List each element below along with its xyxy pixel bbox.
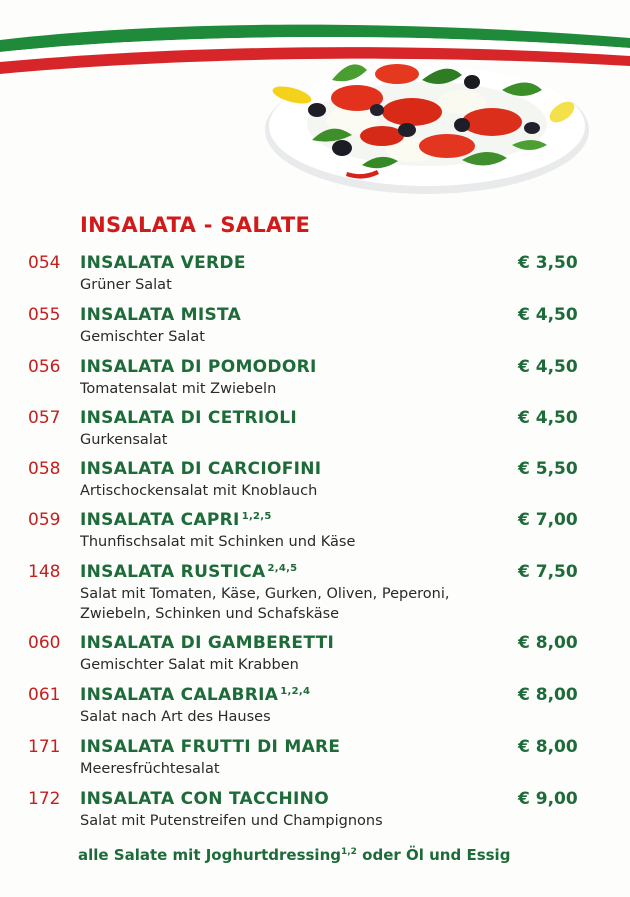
item-name <box>80 459 321 479</box>
item-allergen-codes: 1,2,4 <box>280 686 311 697</box>
item-description: Artischockensalat mit Knoblauch <box>80 483 318 499</box>
item-name <box>80 685 310 705</box>
item-name <box>80 737 340 757</box>
item-number: 171 <box>28 737 61 757</box>
item-name-text: INSALATA VERDE <box>80 253 246 273</box>
item-description: Salat mit Tomaten, Käse, Gurken, Oliven, Peperoni, Zwiebeln, Schinken und Schafskäse <box>80 586 450 622</box>
item-name-text: INSALATA DI CETRIOLI <box>80 408 298 428</box>
item-number: 056 <box>28 357 61 377</box>
salad-plate-image <box>262 50 592 200</box>
item-name-text: INSALATA CAPRI <box>80 510 240 530</box>
section-title: INSALATA - SALATE <box>80 213 311 237</box>
item-name-text: INSALATA MISTA <box>80 305 242 325</box>
item-name-text: INSALATA DI CARCIOFINI <box>80 459 322 479</box>
dressing-allergen-codes: 1,2 <box>341 847 357 857</box>
item-number: 057 <box>28 408 61 428</box>
item-name-text: INSALATA DI GAMBERETTI <box>80 633 335 653</box>
item-name-text: INSALATA FRUTTI DI MARE <box>80 737 341 757</box>
item-price: € 9,00 <box>518 789 578 809</box>
item-price: € 4,50 <box>518 305 578 325</box>
item-number: 054 <box>28 253 61 273</box>
item-price: € 7,50 <box>518 562 578 582</box>
item-price: € 8,00 <box>518 685 578 705</box>
item-description: Thunfischsalat mit Schinken und Käse <box>80 534 356 550</box>
item-description: Gemischter Salat mit Krabben <box>80 657 299 673</box>
item-name-text: INSALATA DI POMODORI <box>80 357 317 377</box>
item-number: 059 <box>28 510 61 530</box>
item-name-text: INSALATA CON TACCHINO <box>80 789 329 809</box>
dressing-note <box>78 846 510 864</box>
item-allergen-codes: 2,4,5 <box>267 563 298 574</box>
item-name <box>80 408 297 428</box>
item-price: € 7,00 <box>518 510 578 530</box>
item-number: 055 <box>28 305 61 325</box>
item-price: € 3,50 <box>518 253 578 273</box>
dressing-note-text-2: oder Öl und Essig <box>356 846 511 864</box>
item-number: 058 <box>28 459 61 479</box>
item-description: Salat mit Putenstreifen und Champignons <box>80 813 383 829</box>
item-price: € 4,50 <box>518 408 578 428</box>
item-name <box>80 510 272 530</box>
item-price: € 4,50 <box>518 357 578 377</box>
item-price: € 5,50 <box>518 459 578 479</box>
item-allergen-codes: 1,2,5 <box>241 511 272 522</box>
item-price: € 8,00 <box>518 737 578 757</box>
item-number: 061 <box>28 685 61 705</box>
item-description: Meeresfrüchtesalat <box>80 761 220 777</box>
item-name <box>80 305 241 325</box>
item-name <box>80 789 329 809</box>
item-description: Gurkensalat <box>80 432 168 448</box>
item-description: Tomatensalat mit Zwiebeln <box>80 381 277 397</box>
item-name-text: INSALATA RUSTICA <box>80 562 266 582</box>
item-description: Gemischter Salat <box>80 329 205 345</box>
item-name <box>80 562 297 582</box>
item-name <box>80 633 334 653</box>
item-name-text: INSALATA CALABRIA <box>80 685 279 705</box>
item-description: Grüner Salat <box>80 277 172 293</box>
dressing-note-text: alle Salate mit Joghurtdressing <box>78 846 341 864</box>
item-name <box>80 357 317 377</box>
item-number: 148 <box>28 562 61 582</box>
item-name <box>80 253 246 273</box>
item-price: € 8,00 <box>518 633 578 653</box>
item-description: Salat nach Art des Hauses <box>80 709 271 725</box>
item-number: 060 <box>28 633 61 653</box>
item-number: 172 <box>28 789 61 809</box>
